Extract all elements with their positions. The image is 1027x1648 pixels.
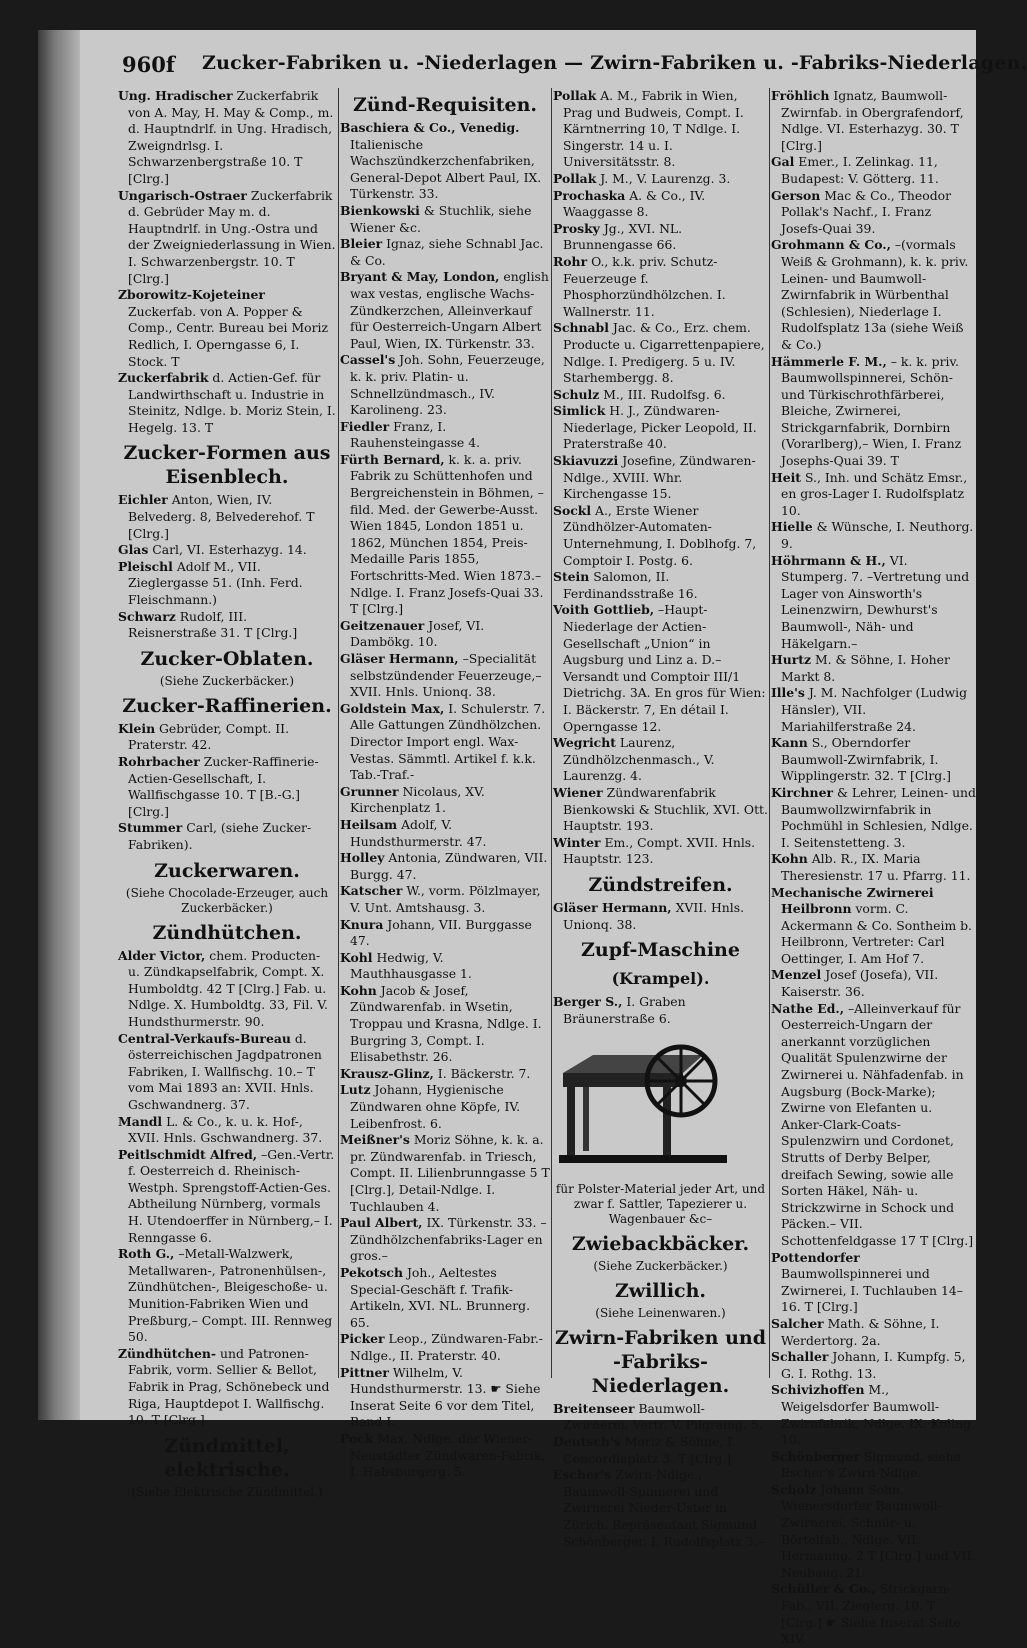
- entry-text: Baumwoll-Zwirnerei, Vertr. V. Pilgramg. 5.: [563, 1400, 763, 1433]
- directory-entry: [771, 1316, 976, 1349]
- entry-text: Wilhelm, V. Hundsthurmerstr. 13. ☛ Siehe Inserat Seite 6 vor dem Titel, Band I.: [350, 1364, 541, 1430]
- entry-name: Krausz-Glinz,: [340, 1065, 434, 1081]
- entry-text: Math. & Söhne, I. Werdertorg. 2a.: [781, 1315, 940, 1348]
- entry-text: Jacob & Josef, Zündwarenfab. in Wsetin, Troppau und Krasna, Ndlge. I. Burgring 3, Compt. I. Elisabethstr. 26.: [350, 982, 542, 1065]
- section-heading: Zünd-Requisiten.: [352, 94, 538, 116]
- entry-text: Jac. & Co., Erz. chem. Producte u. Cigarrettenpapiere, Ndlge. I. Predigerg. 5 u. IV. Starhembergg. 8.: [563, 320, 765, 386]
- entry-text: L. & Co., k. u. k. Hof-, XVII. Hnls. Gschwandnerg. 37.: [128, 1113, 323, 1146]
- column-rule: [769, 88, 770, 1378]
- directory-entry: [118, 370, 336, 436]
- cross-reference: (Siehe Chocolade-Erzeuger, auch Zuckerbäcker.): [125, 885, 329, 915]
- entry-name: Stein: [553, 569, 590, 585]
- entry-name: Zborowitz-Kojeteiner: [118, 287, 265, 303]
- directory-entry: [118, 1246, 336, 1346]
- entry-text: Zuckerfabrik d. Gebrüder May m. d. Hauptndrlf. in Ung.-Ostra und der Zweigniederlassung in Wien. I. Schwarzenbergstr. 10. T [Clrg.]: [128, 187, 336, 286]
- entry-name: Schivizhoffen: [771, 1382, 865, 1398]
- column-2: [340, 88, 550, 1480]
- entry-name: Pekotsch: [340, 1264, 403, 1280]
- entry-text: Josef (Josefa), VII. Kaiserstr. 36.: [781, 967, 939, 1000]
- directory-entry: [771, 188, 976, 238]
- entry-name: Grohmann & Co.,: [771, 237, 891, 253]
- entry-text: –Gen.-Vertr. f. Oesterreich d. Rheinisch-Westph. Sprengstoff-Actien-Ges. Abtheilung Nürnberg, vormals H. Utendoerffer in Nürnberg,– I. Renngasse 6.: [128, 1146, 335, 1245]
- entry-name: Höhrmann & H.,: [771, 552, 886, 568]
- entry-name: Geitzenauer: [340, 617, 425, 633]
- entry-name: Salcher: [771, 1315, 824, 1331]
- directory-entry: [771, 1449, 976, 1482]
- entry-name: Scholz: [771, 1481, 817, 1497]
- entry-text: IX. Türkenstr. 33. –Zündhölzchenfabriks-Lager en gros.–: [350, 1215, 547, 1264]
- entry-text: –Metall-Walzwerk, Metallwaren-, Patronenhülsen-, Zündhütchen-, Bleigeschoße- u. Munition-Fabriken Wien und Preßburg,– Compt. III. Rennweg 50.: [128, 1246, 333, 1345]
- section-heading: Zupf-Maschine: [581, 939, 740, 962]
- entry-name: Lutz: [340, 1082, 371, 1098]
- entry-text: Zucker-Raffinerie-Actien-Gesellschaft, I. Wallfischgasse 10. T [B.-G.] [Clrg.]: [128, 754, 319, 819]
- directory-entry: [340, 269, 550, 352]
- entry-text: english wax vestas, englische Wachs-Zündkerzchen, Alleinverkauf für Oesterreich-Ungarn Albert Paul, Wien, IX. Türkenstr. 33.: [350, 269, 549, 351]
- entry-text: und Patronen-Fabrik, vorm. Sellier & Bellot, Fabrik in Prag, Schönebeck und Riga, Hauptdepot I. Wallfischg. 10. T [Clrg.]: [128, 1345, 330, 1428]
- entry-name: Mechanische Zwirnerei Heilbronn: [771, 884, 934, 917]
- cross-reference: (Siehe Leinenwaren.): [595, 1305, 726, 1320]
- entry-text: Carl, (siehe Zucker-Fabriken).: [128, 820, 312, 852]
- entry-text: Mac & Co., Theodor Pollak's Nachf., I. Franz Josefs-Quai 39.: [781, 187, 952, 236]
- directory-entry: [553, 735, 768, 785]
- directory-entry: [553, 602, 768, 735]
- entry-name: Kirchner: [771, 784, 833, 800]
- entry-text: Johann, I. Kumpfg. 5, G. I. Rothg. 13.: [781, 1349, 966, 1381]
- entry-name: Ungarisch-Ostraer: [118, 187, 247, 203]
- entry-name: Gal: [771, 154, 795, 170]
- entry-name: Schüller & Co.,: [771, 1581, 876, 1597]
- directory-entry: [340, 983, 550, 1066]
- entry-name: Bleier: [340, 236, 383, 252]
- entry-text: Nicolaus, XV. Kirchenplatz 1.: [350, 783, 485, 816]
- directory-entry: [553, 1467, 768, 1550]
- entry-name: Hurtz: [771, 652, 812, 668]
- directory-entry: [771, 967, 976, 1000]
- entry-text: M., III. Rudolfsg. 6.: [603, 386, 726, 402]
- entry-text: Leop., Zündwaren-Fabr.-Ndlge., II. Praterstr. 40.: [350, 1331, 543, 1363]
- entry-name: Schwarz: [118, 608, 176, 624]
- entry-name: Pleischl: [118, 558, 173, 574]
- directory-entry: [553, 785, 768, 835]
- entry-name: Paul Albert,: [340, 1215, 423, 1231]
- directory-entry: [553, 403, 768, 453]
- directory-entry: [771, 88, 976, 154]
- entry-text: A. M., Fabrik in Wien, Prag und Budweis, Compt. I. Kärntnerring 10, T Ndlge. I. Singerstr. 14 u. I. Universitätsstr. 8.: [563, 88, 744, 170]
- section-heading: Zündhütchen.: [152, 921, 302, 944]
- entry-text: Josef, VI. Dambökg. 10.: [350, 617, 485, 650]
- entry-name: Prosky: [553, 220, 600, 236]
- entry-text: A. & Co., IV. Waaggasse 8.: [563, 187, 706, 220]
- cross-reference: (Siehe Zuckerbäcker.): [593, 1258, 728, 1273]
- entry-text: & Lehrer, Leinen- und Baumwollzwirnfabrik in Pochmühl in Schlesien, Ndlge. I. Seitenstetteng. 3.: [781, 784, 976, 850]
- carding-machine-illustration: [553, 1033, 733, 1171]
- directory-entry: [340, 618, 550, 651]
- entry-text: –(vormals Weiß & Grohmann), k. k. priv. Leinen- und Baumwoll-Zwirnfabrik in Würbenthal (Schlesien), Niederlage I. Rudolfsplatz 13a (siehe Weiß & Co.): [781, 237, 969, 352]
- entry-text: Hedwig, V. Mauthhausgasse 1.: [350, 949, 472, 982]
- entry-name: Eichler: [118, 492, 168, 508]
- entry-name: Simlick: [553, 403, 606, 419]
- entry-text: M. & Söhne, I. Hoher Markt 8.: [781, 652, 950, 684]
- directory-entry: [118, 542, 336, 559]
- directory-entry: [553, 188, 768, 221]
- section-heading: Zündmittel, elektrische.: [164, 1434, 290, 1481]
- entry-text: Johann Sohn, Wienersdorfer Baumwoll-Zwirnerei, Schnür- u. Börtelfab., Ndlge. VII. Hermanng. 2 T [Clrg.] und VII. Neubaug. 21.: [781, 1481, 976, 1580]
- section-heading: Zwiebackbäcker.: [571, 1232, 750, 1255]
- entry-name: Fröhlich: [771, 88, 830, 103]
- entry-text: A., Erste Wiener Zündhölzer-Automaten-Unternehmung, I. Doblhofg. 7, Comptoir I. Postg. 6.: [563, 502, 757, 568]
- entry-name: Holley: [340, 850, 385, 866]
- entry-text: Antonia, Zündwaren, VII. Burgg. 47.: [350, 850, 548, 882]
- directory-entry: [771, 785, 976, 851]
- directory-entry: [553, 1401, 768, 1434]
- entry-text: Italienische Wachszündkerzchenfabriken, General-Depot Albert Paul, IX. Türkenstr. 33.: [350, 136, 542, 202]
- entry-name: Schönberger: [771, 1448, 860, 1464]
- directory-entry: [118, 754, 336, 820]
- directory-entry: [771, 154, 976, 187]
- page-title: Zucker-Fabriken u. -Niederlagen — Zwirn-Fabriken u. -Fabriks-Niederlagen.: [202, 52, 1027, 74]
- directory-entry: [771, 1001, 976, 1250]
- entry-text: Max, Ndlge. der Wiener-Neustädter Zündwaren-Fabrik, I. Habsburgerg. 5.: [350, 1430, 546, 1480]
- directory-entry: [771, 470, 976, 520]
- directory-entry: [553, 994, 768, 1027]
- entry-text: H. J., Zündwaren-Niederlage, Picker Leopold, II. Praterstraße 40.: [563, 403, 757, 452]
- directory-entry: [340, 203, 550, 236]
- entry-name: Gläser Hermann,: [340, 651, 459, 666]
- directory-page: [38, 30, 1027, 1647]
- directory-entry: [118, 492, 336, 542]
- directory-entry: [553, 569, 768, 602]
- entry-text: Em., Compt. XVII. Hnls. Hauptstr. 123.: [563, 834, 756, 867]
- entry-name: Pock: [340, 1430, 374, 1446]
- directory-entry: [553, 900, 768, 933]
- entry-name: Breitenseer: [553, 1400, 635, 1416]
- entry-name: Stummer: [118, 820, 183, 836]
- entry-name: Kann: [771, 735, 808, 751]
- directory-entry: [771, 553, 976, 653]
- entry-text: Ignatz, Baumwoll-Zwirnfab. in Obergrafendorf, Ndlge. VI. Esterhazyg. 30. T [Clrg.]: [781, 88, 964, 153]
- entry-name: Ung. Hradischer: [118, 88, 233, 103]
- entry-name: Sockl: [553, 502, 592, 518]
- directory-entry: [771, 1382, 976, 1448]
- column-4: [771, 88, 976, 1647]
- directory-entry: [340, 651, 550, 701]
- entry-text: Moriz & Söhne, I. Concordiaplatz 3. T [Clrg.]: [563, 1434, 737, 1466]
- page-edge: [38, 30, 80, 1420]
- directory-entry: [553, 221, 768, 254]
- directory-entry: [340, 452, 550, 618]
- entry-text: Zündwarenfabrik Bienkowski & Stuchlik, XVI. Ott. Hauptstr. 193.: [563, 784, 768, 834]
- entry-text: & Wünsche, I. Neuthorg. 9.: [781, 519, 974, 552]
- entry-text: Strickgarn-Fab., VII. Zieglerg. 10. T [Clrg.] ☛ Siehe Inserat Seite XIV.: [781, 1581, 961, 1647]
- entry-text: Baumwollspinnerei und Zwirnerei, I. Tuchlauben 14–16. T [Clrg.]: [781, 1266, 963, 1315]
- page-number: 960f: [122, 52, 175, 77]
- directory-entry: [340, 883, 550, 916]
- directory-entry: [340, 784, 550, 817]
- column-1: [118, 88, 336, 1499]
- entry-text: Sigmund, siehe Escher's Zwirn-Ndlge.: [781, 1448, 961, 1481]
- entry-name: Picker: [340, 1331, 385, 1347]
- directory-entry: [118, 820, 336, 853]
- entry-name: Voith Gottlieb,: [553, 602, 655, 618]
- entry-text: Zuckerfabrik von A. May, H. May & Comp., m. d. Hauptndrlf. in Ung. Hradisch, Zweigndrlsg. I. Schwarzenbergstraße 10. T [Clrg.]: [128, 88, 334, 186]
- section-heading: Zucker-Oblaten.: [140, 647, 314, 670]
- entry-text: –Haupt-Niederlage der Actien-Gesellschaft „Union“ in Augsburg und Linz a. D.– Versandt und Comptoir III/1 Dietrichg. 3A. En gros für Wien: I. Bäckerstr. 7, En détail I. Operngasse 12.: [563, 602, 766, 734]
- entry-text: I. Bäckerstr. 7.: [437, 1065, 531, 1081]
- directory-entry: [118, 721, 336, 754]
- entry-name: Pollak: [553, 88, 597, 103]
- entry-text: chem. Producten- u. Zündkapselfabrik, Compt. X. Humboldtg. 42 T [Clrg.] Fab. u. Ndlge. X. Humboldtg. 33, Fil. V. Hundsthurmerstr. 90.: [128, 947, 328, 1029]
- entry-name: Nathe Ed.,: [771, 1000, 845, 1016]
- entry-name: Hämmerle F. M.,: [771, 353, 887, 369]
- directory-entry: [340, 1082, 550, 1132]
- entry-name: Berger S.,: [553, 994, 623, 1010]
- directory-entry: [553, 387, 768, 404]
- entry-text: J. M., V. Laurenzg. 3.: [600, 170, 731, 186]
- entry-text: VI. Stumperg. 7. –Vertretung und Lager von Ainsworth's Leinenzwirn, Dewhurst's Baumwoll-, Näh- und Häkelgarn.–: [781, 552, 970, 651]
- entry-text: Zwirn-Ndlge., Baumwoll-Spinnerei und Zwirnerei Nieder-Uster in Zürich. Repräsentant Sigmund Schönberger, I. Rudolfsplatz 3.–: [563, 1467, 764, 1549]
- directory-entry: [553, 320, 768, 386]
- entry-text: Zuckerfab. von A. Popper & Comp., Centr. Bureau bei Moriz Redlich, I. Operngasse 6, I. Stock. T: [128, 303, 329, 369]
- directory-entry: [771, 735, 976, 785]
- directory-entry: [118, 287, 336, 370]
- directory-entry: [118, 609, 336, 642]
- entry-text: Adolf M., VII. Zieglergasse 51. (Inh. Ferd. Fleischmann.): [128, 558, 303, 608]
- entry-name: Schulz: [553, 386, 600, 402]
- directory-entry: [340, 1431, 550, 1481]
- entry-text: S., Oberndorfer Baumwoll-Zwirnfabrik, I. Wipplingerstr. 32. T [Clrg.]: [781, 735, 951, 784]
- entry-text: S., Inh. und Schätz Emsr., en gros-Lager I. Rudolfsplatz 10.: [781, 469, 968, 518]
- directory-entry: [118, 1346, 336, 1429]
- entry-name: Knura: [340, 916, 384, 932]
- entry-name: Schaller: [771, 1349, 829, 1365]
- entry-name: Alder Victor,: [118, 947, 206, 963]
- entry-name: Katscher: [340, 883, 403, 899]
- directory-entry: [771, 851, 976, 884]
- entry-name: Kohn: [340, 982, 377, 998]
- directory-entry: [771, 685, 976, 735]
- entry-name: Wegricht: [553, 735, 616, 751]
- directory-entry: [771, 1349, 976, 1382]
- entry-name: Ille's: [771, 685, 805, 701]
- directory-entry: [118, 1114, 336, 1147]
- entry-text: J. M. Nachfolger (Ludwig Hänsler), VII. Mariahilferstraße 24.: [781, 685, 968, 734]
- entry-text: O., k.k. priv. Schutz-Feuerzeuge f. Phosphorzündhölzchen. I. Wallnerstr. 11.: [563, 253, 726, 319]
- directory-entry: [553, 171, 768, 188]
- section-heading: Zwillich.: [614, 1279, 707, 1302]
- entry-name: Pollak: [553, 170, 597, 186]
- entry-name: Gläser Hermann,: [553, 899, 672, 915]
- entry-text: Josefine, Zündwaren-Ndlge., XVIII. Whr. Kirchengasse 15.: [563, 453, 756, 502]
- directory-entry: [553, 835, 768, 868]
- entry-name: Bienkowski: [340, 202, 420, 218]
- entry-name: Rohr: [553, 253, 588, 269]
- entry-name: Zündhütchen-: [118, 1345, 217, 1361]
- entry-name: Baschiera & Co., Venedig.: [340, 120, 520, 135]
- directory-entry: [340, 1265, 550, 1331]
- directory-entry: [340, 817, 550, 850]
- column-rule: [551, 88, 552, 1378]
- entry-text: vorm. C. Ackermann & Co. Sontheim b. Heilbronn, Vertreter: Carl Oettinger, I. Am Hof 7.: [781, 901, 972, 966]
- entry-name: Fürth Bernard,: [340, 451, 445, 467]
- entry-text: – k. k. priv. Baumwollspinnerei, Schön- und Türkischrothfärberei, Bleiche, Zwirnerei, Strickgarnfabrik, Dornbirn (Vorarlberg),– Wien, I. Franz Josephs-Quai 39. T: [781, 353, 962, 469]
- entry-text: Rudolf, III. Reisnerstraße 31. T [Clrg.]: [128, 608, 298, 641]
- directory-entry: [340, 1132, 550, 1215]
- entry-text: Joh., Aeltestes Special-Geschäft f. Trafik-Artikeln, XVI. NL. Brunnerg. 65.: [350, 1264, 531, 1330]
- entry-text: Anton, Wien, IV. Belvederg. 8, Belvederehof. T [Clrg.]: [128, 492, 315, 541]
- directory-entry: [118, 188, 336, 288]
- entry-text: d. Actien-Gef. für Landwirthschaft u. Industrie in Steinitz, Ndlge. b. Moriz Stein, I. Hegelg. 13. T: [128, 370, 336, 435]
- entry-text: I. Graben Bräunerstraße 6.: [563, 994, 686, 1026]
- directory-entry: [553, 453, 768, 503]
- entry-name: Gerson: [771, 187, 821, 203]
- directory-entry: [553, 254, 768, 320]
- directory-entry: [771, 237, 976, 353]
- entry-name: Mandl: [118, 1113, 163, 1129]
- entry-name: Hielle: [771, 519, 813, 535]
- column-rule: [338, 88, 339, 1378]
- directory-entry: [771, 885, 976, 968]
- entry-text: Adolf, V. Hundsthurmerstr. 47.: [350, 816, 487, 849]
- entry-text: Emer., I. Zelinkag. 11, Budapest: V. Götterg. 11.: [781, 154, 939, 186]
- entry-text: & Stuchlik, siehe Wiener &c.: [350, 202, 532, 235]
- directory-entry: [771, 1250, 976, 1316]
- entry-text: –Alleinverkauf für Oesterreich-Ungarn der anerkannt vorzüglichen Qualität Spulenzwirne der Zwirnerei u. Nähfadenfab. in Augsburg (Bock-Marke); Zwirne von Elefanten u. Anker-Clark-Coats-Spulenzwirn und Cordonet, Strutts of Derby Belper, dreifach Sewing, sowie alle Sorten Häkel, Näh- u. Strickzwirne in Schock und Päcken.– VII. Schottenfeldgasse 17 T [Clrg.]: [781, 1000, 974, 1248]
- entry-name: Zuckerfabrik: [118, 370, 209, 386]
- directory-entry: [340, 419, 550, 452]
- entry-text: Joh. Sohn, Feuerzeuge, k. k. priv. Platin- u. Schnellzündmasch., IV. Karolineng. 23.: [350, 352, 545, 418]
- directory-entry: [340, 1365, 550, 1431]
- directory-entry: [340, 1331, 550, 1364]
- entry-name: Schnabl: [553, 320, 609, 336]
- section-heading: Zündstreifen.: [588, 873, 733, 896]
- entry-name: Meißner's: [340, 1132, 410, 1148]
- entry-name: Peitlschmidt Alfred,: [118, 1146, 258, 1162]
- entry-name: Grunner: [340, 783, 399, 799]
- entry-name: Kohn: [771, 851, 808, 867]
- directory-entry: [118, 948, 336, 1031]
- entry-text: Gebrüder, Compt. II. Praterstr. 42.: [128, 720, 290, 753]
- section-heading: Zuckerwaren.: [154, 859, 300, 882]
- entry-text: Jg., XVI. NL. Brunnengasse 66.: [563, 220, 683, 253]
- directory-entry: [340, 950, 550, 983]
- entry-name: Klein: [118, 720, 156, 736]
- entry-name: Roth G.,: [118, 1246, 175, 1262]
- cross-reference: (Siehe Elektrische Zündmittel.): [131, 1484, 323, 1499]
- entry-text: XVII. Hnls. Unionq. 38.: [563, 899, 745, 932]
- entry-name: Bryant & May, London,: [340, 269, 500, 285]
- entry-name: Prochaska: [553, 187, 626, 203]
- directory-entry: [553, 503, 768, 569]
- directory-entry: [771, 1482, 976, 1582]
- directory-entry: [340, 917, 550, 950]
- entry-text: Alb. R., IX. Maria Theresienstr. 17 u. Pfarrg. 11.: [781, 851, 971, 883]
- directory-entry: [340, 120, 550, 203]
- entry-name: Fiedler: [340, 418, 390, 434]
- entry-text: Johann, VII. Burggasse 47.: [350, 916, 532, 949]
- section-heading: Zwirn-Fabriken und -Fabriks-Niederlagen.: [554, 1326, 767, 1397]
- entry-name: Heilsam: [340, 816, 398, 832]
- entry-name: Cassel's: [340, 352, 396, 368]
- column-3: [553, 88, 768, 1549]
- entry-name: Kohl: [340, 949, 373, 965]
- directory-entry: [771, 1581, 976, 1647]
- section-heading: Zucker-Raffinerien.: [122, 694, 332, 717]
- entry-text: Moriz Söhne, k. k. a. pr. Zündwarenfab. in Triesch, Compt. II. Lilienbrunngasse 5 T [Clrg.], Detail-Ndlge. I. Tuchlauben 4.: [350, 1132, 550, 1214]
- entry-text: d. österreichischen Jagdpatronen Fabriken, I. Wallfischg. 10.– T vom Mai 1893 an: XVII. Hnls. Gschwandnerg. 37.: [128, 1030, 322, 1112]
- section-heading: Zucker-Formen aus Eisenblech.: [123, 442, 331, 489]
- entry-name: Central-Verkaufs-Bureau: [118, 1030, 291, 1046]
- directory-entry: [340, 1066, 550, 1083]
- entry-text: M., Weigelsdorfer Baumwoll-Zwirnfabrik, Ndlge. IX. Koling. 10.: [781, 1382, 975, 1448]
- entry-name: Glas: [118, 542, 149, 558]
- directory-entry: [340, 701, 550, 784]
- directory-entry: [118, 559, 336, 609]
- directory-entry: [340, 352, 550, 418]
- page-header: [122, 52, 1027, 82]
- entry-text: Franz, I. Rauhensteingasse 4.: [350, 418, 481, 451]
- directory-entry: [553, 88, 768, 171]
- entry-text: W., vorm. Pölzlmayer, V. Unt. Amtshausg. 3.: [350, 883, 541, 915]
- entry-name: Rohrbacher: [118, 754, 200, 769]
- entry-text: k. k. a. priv. Fabrik zu Schüttenhofen und Bergreichenstein in Böhmen, –fild. Med. der Gewerbe-Ausst. Wien 1845, London 1851 u. 1862, München 1854, Preis-Medaille Paris 1855, Fortschritts-Med. Wien 1873.– Ndlge. I. Franz Josefs-Quai 33. T [Clrg.]: [350, 451, 544, 617]
- entry-name: Winter: [553, 834, 601, 850]
- entry-name: Pottendorfer: [771, 1249, 860, 1265]
- entry-name: Skiavuzzi: [553, 453, 619, 469]
- entry-text: Johann, Hygienische Zündwaren ohne Köpfe, IV. Leibenfrost. 6.: [350, 1082, 521, 1131]
- machine-caption: für Polster-Material jeder Art, und zwar f. Sattler, Tapezierer u. Wagenbauer &c–: [555, 1181, 766, 1226]
- entry-name: Heit: [771, 469, 802, 485]
- entry-text: Carl, VI. Esterhazyg. 14.: [152, 542, 307, 558]
- directory-entry: [553, 1434, 768, 1467]
- directory-entry: [118, 1031, 336, 1114]
- directory-entry: [340, 236, 550, 269]
- directory-entry: [118, 88, 336, 188]
- cross-reference: (Siehe Zuckerbäcker.): [159, 673, 295, 688]
- section-subheading: (Krampel).: [611, 969, 710, 989]
- entry-text: Salomon, II. Ferdinandsstraße 16.: [563, 569, 698, 601]
- entry-name: Wiener: [553, 784, 603, 800]
- entry-text: Laurenz, Zündhölzchenmasch., V. Laurenzg. 4.: [563, 735, 715, 784]
- directory-entry: [340, 1215, 550, 1265]
- directory-entry: [771, 354, 976, 470]
- entry-name: Pittner: [340, 1364, 389, 1380]
- directory-entry: [118, 1147, 336, 1247]
- entry-name: Deutsch's: [553, 1434, 621, 1450]
- entry-text: I. Schulerstr. 7. Alle Gattungen Zündhölzchen. Director Import engl. Wax-Vestas. Sämmtl. Artikel f. k.k. Tab.-Traf.-: [350, 700, 546, 783]
- entry-name: Escher's: [553, 1467, 612, 1483]
- entry-text: –Specialität selbstzündender Feuerzeuge,– XVII. Hnls. Unionq. 38.: [350, 651, 542, 700]
- entry-text: Ignaz, siehe Schnabl Jac. & Co.: [350, 236, 544, 268]
- entry-name: Menzel: [771, 967, 822, 983]
- directory-entry: [771, 519, 976, 552]
- directory-entry: [771, 652, 976, 685]
- directory-entry: [340, 850, 550, 883]
- entry-name: Goldstein Max,: [340, 700, 445, 716]
